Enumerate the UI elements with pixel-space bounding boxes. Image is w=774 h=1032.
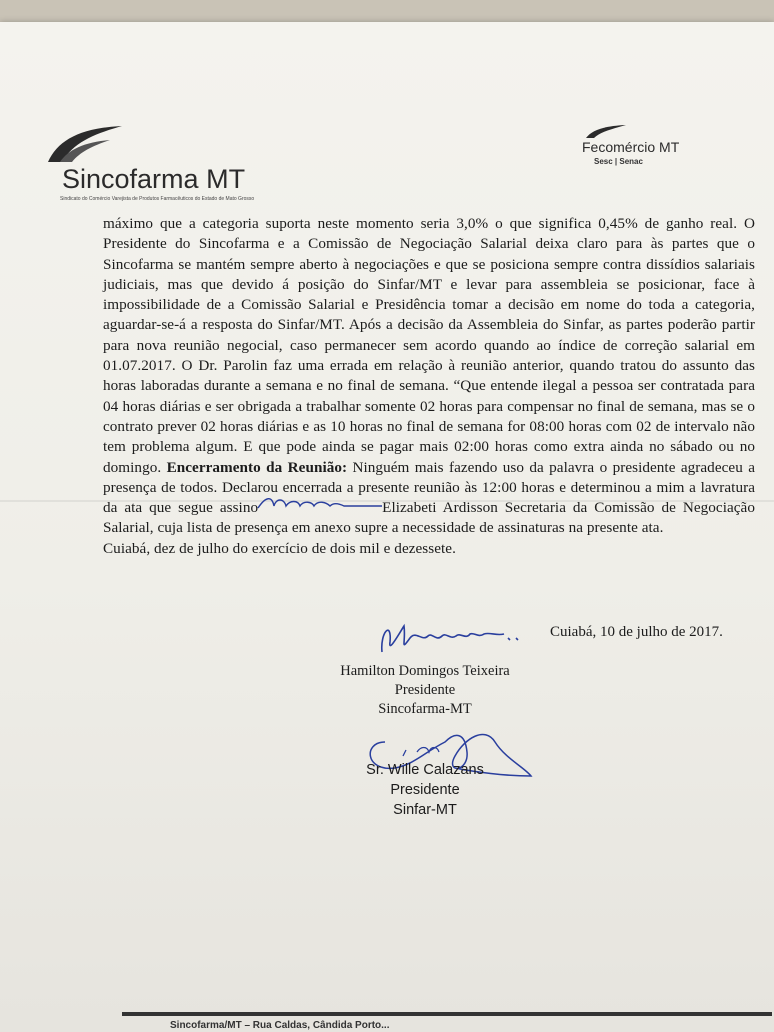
fecomercio-logo-subtitle: Sesc | Senac xyxy=(594,157,643,166)
minutes-body xyxy=(103,214,755,559)
fecomercio-emblem-icon xyxy=(584,124,628,140)
place-date: Cuiabá, 10 de julho de 2017. xyxy=(550,624,723,640)
sincofarma-logo-name: Sincofarma MT xyxy=(62,164,246,194)
secretary-signature-icon xyxy=(254,490,384,516)
closing-date-line: Cuiabá, dez de julho do exercício de dois mil e dezessete. xyxy=(103,539,456,557)
closing-text-2: Elizabeti Ardisson Secretaria da Comissão de Negociação Salarial, cuja lista de presença em anexo supre a necessidade de assinaturas na presente ata. xyxy=(103,499,755,537)
sincofarma-emblem-icon xyxy=(44,122,124,168)
fecomercio-logo xyxy=(582,124,732,174)
signatory-block-1 xyxy=(300,662,550,719)
footer-address: Sincofarma/MT – Rua Caldas, Cândida Porto... xyxy=(170,1020,390,1031)
footer-rule xyxy=(122,1012,772,1016)
signatory-name: Hamilton Domingos Teixeira xyxy=(340,663,510,679)
signatory-name: Sr. Wille Calazans xyxy=(366,762,484,778)
president-signature-icon xyxy=(370,612,530,662)
signatory-org: Sincofarma-MT xyxy=(378,701,472,717)
closing-text: Ninguém mais fazendo uso da palavra o presidente agradeceu a presença de todos. Declarou encerrada a presente reunião às 12:00 horas e determinou a mim a lavratura da ata que segue assino xyxy=(103,458,755,517)
signatory-role: Presidente xyxy=(390,782,460,798)
fecomercio-logo-name: Fecomércio MT xyxy=(582,139,680,155)
minutes-paragraph xyxy=(103,214,755,559)
signatory-org: Sinfar-MT xyxy=(393,802,457,818)
signatory-role: Presidente xyxy=(394,682,456,698)
closing-heading: Encerramento da Reunião: xyxy=(166,458,348,476)
sincofarma-logo xyxy=(40,122,280,217)
signatory-block-2 xyxy=(330,760,520,820)
minutes-text: máximo que a categoria suporta neste momento seria 3,0% o que significa 0,45% de ganho real. O Presidente do Sincofarma e a Comissão de Negociação Salarial deixa claro para às partes que o Sincofarma se mantém sempre aberto à negociações e que se posiciona sempre contra dissídios salariais judiciais, mas que devido á posição do Sinfar/MT e levar para assembleia se posicionar, face à impossibilidade de a Comissão Salarial e Presidência tomar a decisão em nome do toda a categoria, aguardar-se-á a resposta do Sinfar/MT. Após a decisão da Assembleia do Sinfar, as partes poderão partir para nova reunião negocial, caso permanecer sem acordo quando ao índice de correção salarial em 01.07.2017. O Dr. Parolin faz uma errada em relação à reunião anterior, quando tratou do assunto das horas laboradas durante a semana e no final de semana. “Que entende ilegal a pessoa ser contratada para 04 horas diárias e ser obrigada a trabalhar somente 02 horas para compensar no final de semana, mas se o contrato prever 02 horas diárias e as 10 horas no final de semana for 08:00 horas com 02 de intervalo não tem problema algum. E que pode ainda se pagar mais 02:00 horas como extra ainda no sábado ou no domingo. xyxy=(103,215,755,476)
secretary-signature xyxy=(258,498,382,518)
sincofarma-logo-subtitle: Sindicato do Comércio Varejista de Produtos Farmacêuticos do Estado de Mato Grosso xyxy=(60,196,255,202)
